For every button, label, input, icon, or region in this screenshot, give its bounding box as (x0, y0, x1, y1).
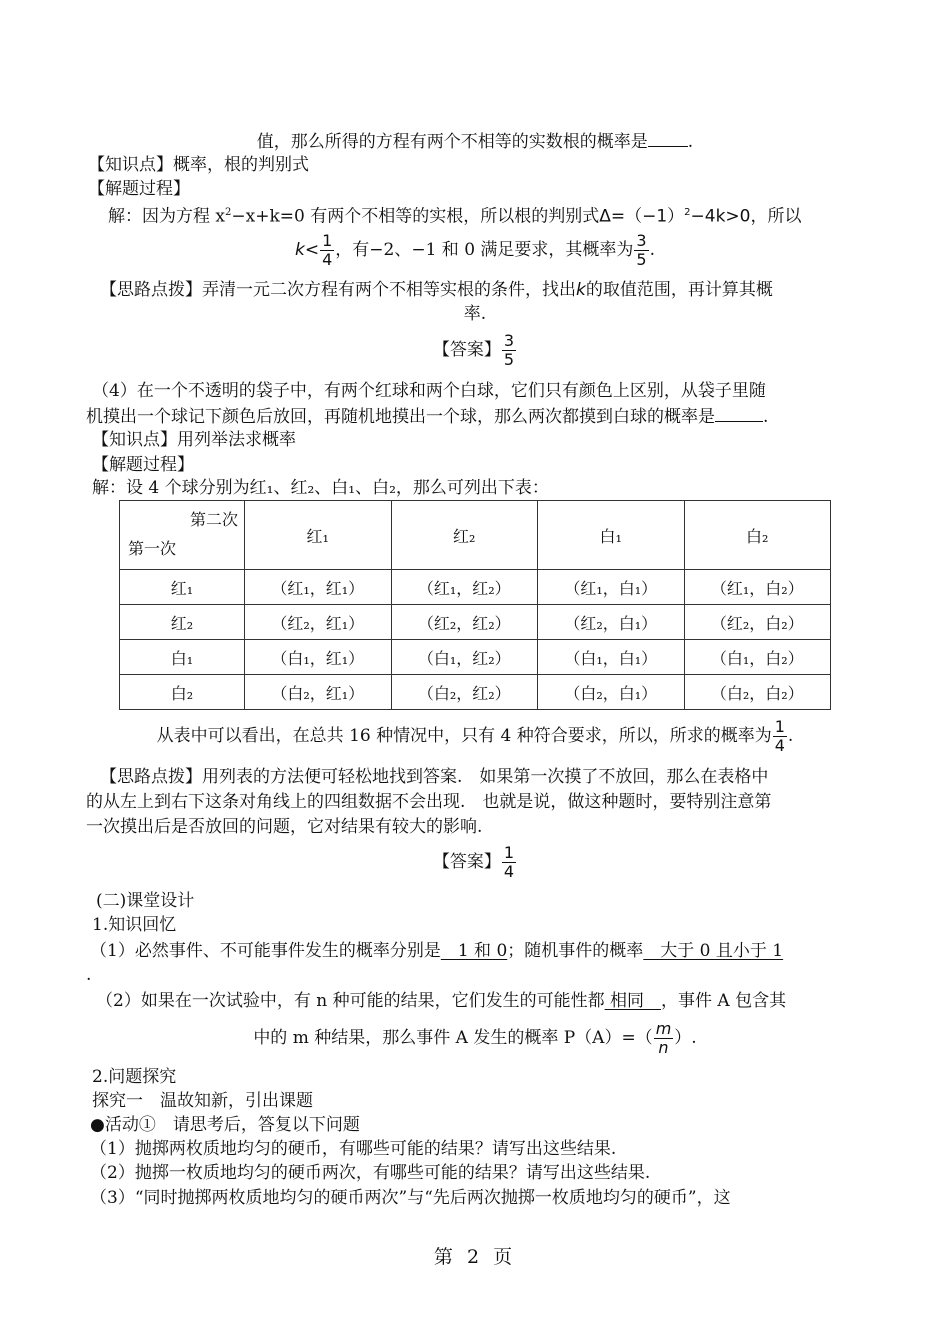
q4-setup-line: 解：设 4 个球分别为红₁、红₂、白₁、白₂，那么可列出下表： (92, 478, 549, 498)
period: . (649, 240, 656, 260)
recall-item-1-end: . (86, 965, 92, 985)
table-cell: （红₁，红₂） (391, 570, 538, 605)
numerator: 1 (322, 231, 333, 250)
solution-text: −x+k=0 有两个不相等的实根，所以根的判别式 (231, 206, 600, 227)
recall-text: （2）如果在一次试验中，有 n 种可能的结果，它们发生的可能性都 (96, 991, 605, 1011)
solution-text: ，有−2、−1 和 0 满足要求，其概率为 (335, 240, 634, 260)
answer-label: 【答案】 (432, 340, 501, 360)
recall-item-2 (96, 990, 786, 1012)
k-inequality: k< (294, 240, 320, 260)
filled-answer: 大于 0 且小于 1 (643, 941, 784, 961)
table-corner-cell (120, 501, 245, 570)
explore-heading: 2.问题探究 (92, 1067, 177, 1087)
denominator: 4 (503, 862, 515, 881)
table-cell: （红₂，白₁） (538, 605, 685, 640)
table-cell: （白₂，白₁） (538, 675, 685, 710)
q3-solution-line-2 (0, 230, 950, 270)
q3-tip-line (100, 279, 773, 301)
classroom-heading: (二)课堂设计 (96, 891, 195, 911)
corner-first-draw: 第一次 (128, 539, 177, 558)
conclusion-text: 从表中可以看出，在总共 16 种情况中，只有 4 种符合要求，所以，所求的概率为 (156, 726, 772, 746)
knowledge-text: 概率，根的判别式 (173, 155, 309, 175)
exponent: 2 (684, 207, 691, 218)
tip-label: 【思路点拨】 (100, 767, 202, 787)
numerator: 3 (636, 231, 647, 250)
table-cell: （红₂，白₂） (684, 605, 831, 640)
recall-text: ）. (674, 1028, 697, 1048)
column-header: 红₁ (245, 501, 392, 570)
outcomes-table (119, 500, 831, 710)
fraction-three-fifths (634, 232, 648, 269)
denominator: 5 (636, 250, 647, 269)
period: . (787, 726, 794, 746)
fraction-one-quarter (320, 232, 334, 269)
fraction-m-over-n (654, 1020, 674, 1057)
activity-one: ●活动① 请思考后，答复以下问题 (90, 1115, 360, 1135)
recall-text: 中的 m 种结果，那么事件 A 发生的概率 P（A）=（ (253, 1028, 653, 1048)
filled-answer: 相同 (604, 991, 661, 1011)
denominator: n (658, 1038, 669, 1057)
table-cell: （白₁，白₁） (538, 640, 685, 675)
question-3: （3）“同时抛掷两枚质地均匀的硬币两次”与“先后两次抛掷一枚质地均匀的硬币”，这 (90, 1188, 731, 1208)
tip-label: 【思路点拨】 (100, 280, 202, 300)
column-header: 红₂ (391, 501, 538, 570)
solution-text: 解：因为方程 x (108, 206, 225, 227)
q3-solution-line (108, 202, 802, 228)
exponent: 2 (225, 207, 232, 218)
denominator: 4 (322, 250, 333, 269)
knowledge-text: 用列举法求概率 (177, 430, 296, 450)
table-cell: （白₁，红₁） (245, 640, 392, 675)
tip-text: 用列表的方法便可轻松地找到答案. 如果第一次摸了不放回，那么在表格中 (202, 767, 769, 787)
q4-conclusion (0, 716, 950, 756)
q4-tip-line-3: 一次摸出后是否放回的问题，它对结果有较大的影响. (86, 817, 483, 837)
q3-answer (0, 330, 950, 370)
column-header: 白₂ (684, 501, 831, 570)
row-header: 白₁ (120, 640, 245, 675)
recall-text: ；随机事件的概率 (507, 941, 644, 961)
knowledge-label: 【知识点】 (88, 155, 173, 175)
page-number: 第 2 页 (433, 1246, 517, 1268)
recall-item-2-line-2 (0, 1018, 950, 1058)
answer-fraction (502, 844, 516, 881)
q4-process-label: 【解题过程】 (92, 455, 194, 475)
q3-knowledge-point (88, 154, 309, 176)
table-cell: （白₂，红₂） (391, 675, 538, 710)
table-row (120, 675, 831, 710)
discriminant-tail: −4k>0，所以 (690, 206, 802, 227)
numerator: 3 (503, 331, 515, 350)
filled-answer: 1 和 0 (440, 941, 508, 961)
recall-text: ，事件 A 包含其 (660, 991, 787, 1011)
q3-tip-line-2: 率. (463, 304, 487, 324)
corner-second-draw: 第二次 (189, 510, 238, 529)
tip-text: 的取值范围，再计算其概 (585, 280, 773, 300)
q3-process-label: 【解题过程】 (88, 179, 190, 199)
question-2: （2）抛掷一枚质地均匀的硬币两次，有哪些可能的结果？请写出这些结果. (90, 1163, 651, 1183)
denominator: 4 (774, 736, 785, 755)
q4-tip-line-2: 的从左上到右下这条对角线上的四组数据不会出现. 也就是说，做这种题时，要特别注意第 (86, 792, 772, 812)
column-header: 白₁ (538, 501, 685, 570)
table-row (120, 605, 831, 640)
table-row (120, 570, 831, 605)
table-cell: （白₂，红₁） (245, 675, 392, 710)
q3-question-end: . (687, 132, 694, 152)
question-1: （1）抛掷两枚质地均匀的硬币，有哪些可能的结果？请写出这些结果. (90, 1139, 617, 1159)
q4-question-line-1: （4）在一个不透明的袋子中，有两个红球和两个白球，它们只有颜色上区别，从袋子里随 (92, 381, 766, 401)
fraction-one-quarter (773, 718, 787, 755)
q4-answer (0, 842, 950, 882)
q4-tip-line-1 (100, 766, 768, 788)
denominator: 5 (503, 350, 515, 369)
numerator: m (655, 1019, 672, 1038)
variable-k: k (576, 280, 586, 300)
recall-heading: 1.知识回忆 (92, 915, 177, 935)
numerator: 1 (774, 717, 785, 736)
table-cell: （红₂，红₁） (245, 605, 392, 640)
table-cell: （白₂，白₂） (684, 675, 831, 710)
table-cell: （红₁，白₂） (684, 570, 831, 605)
table-cell: （红₂，红₂） (391, 605, 538, 640)
row-header: 红₂ (120, 605, 245, 640)
table-row (120, 640, 831, 675)
explore-one: 探究一 温故知新，引出课题 (92, 1091, 313, 1111)
tip-text: 弄清一元二次方程有两个不相等实根的条件，找出 (202, 280, 576, 300)
q3-question-text: 值，那么所得的方程有两个不相等的实数根的概率是 (256, 132, 648, 152)
answer-blank (715, 405, 763, 422)
answer-blank (648, 130, 688, 147)
row-header: 白₂ (120, 675, 245, 710)
q4-question-text: 机摸出一个球记下颜色后放回，再随机地摸出一个球，那么两次都摸到白球的概率是 (86, 407, 715, 427)
table-header-row (120, 501, 831, 570)
q4-knowledge-point (92, 429, 296, 451)
table-cell: （红₁，红₁） (245, 570, 392, 605)
numerator: 1 (503, 843, 515, 862)
knowledge-label: 【知识点】 (92, 430, 177, 450)
table-cell: （红₁，白₁） (538, 570, 685, 605)
q3-question-line (0, 130, 950, 153)
discriminant-expression: Δ=（−1） (599, 206, 685, 227)
recall-item-1 (90, 940, 783, 962)
row-header: 红₁ (120, 570, 245, 605)
recall-text: （1）必然事件、不可能事件发生的概率分别是 (90, 941, 441, 961)
table-cell: （白₁，红₂） (391, 640, 538, 675)
table-cell: （白₁，白₂） (684, 640, 831, 675)
answer-fraction (502, 332, 516, 369)
q4-question-end: . (763, 407, 769, 427)
answer-label: 【答案】 (432, 852, 501, 872)
q4-question-line-2 (86, 405, 768, 428)
